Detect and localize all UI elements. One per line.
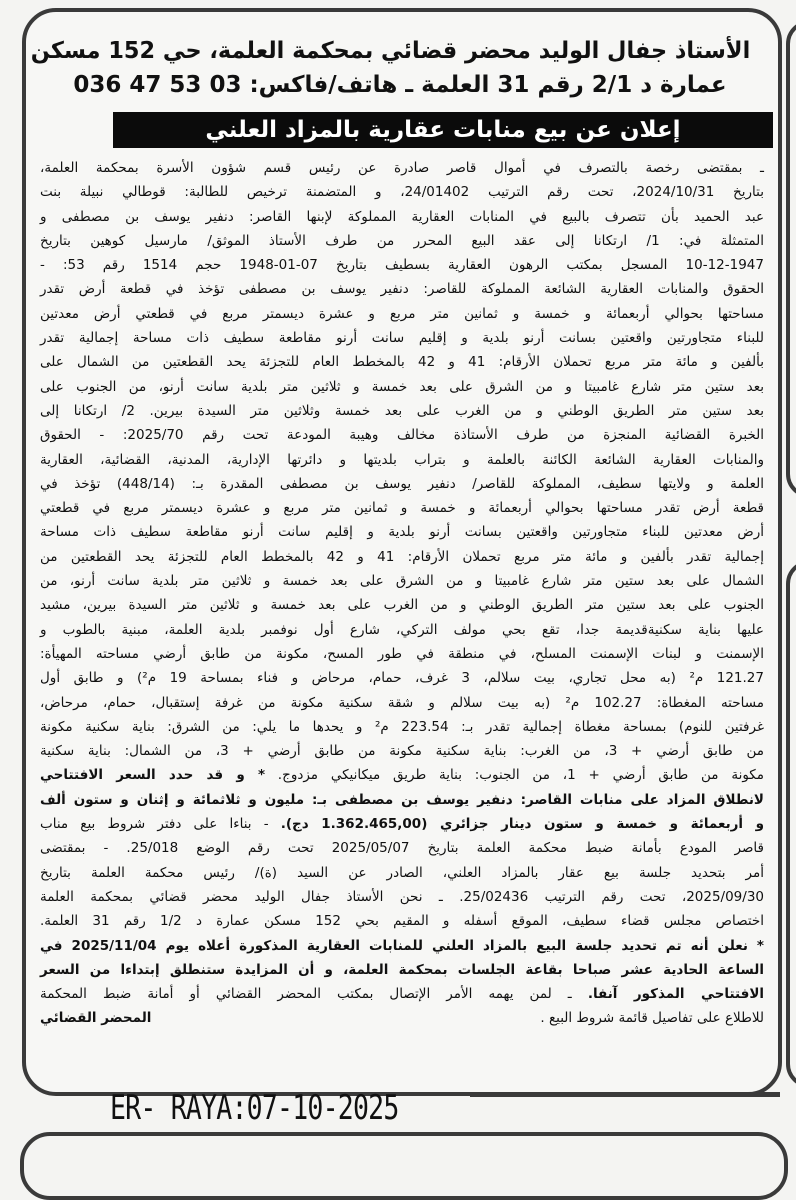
notice-text-line — [40, 205, 764, 229]
notice-text-line — [40, 277, 764, 301]
notice-text-line — [40, 472, 764, 496]
notice-text-line — [40, 1006, 764, 1030]
text-segment: ـ لمن يهمه الأمر الإتصال بمكتب المحضر القضائي أو أمانة ضبط المحكمة — [40, 986, 588, 1003]
text-segment: الإسمنت و لبنات الإسمنت المسلح، في منطقة في طور المسح، مكونة من طابق أرضي مساحته المهيأة: — [40, 645, 764, 662]
text-segment: عبد الحميد بأن تتصرف بالبيع في المنابات العقارية المملوكة لإبنها القاصر: دنفير يوسف بن مصطفى و — [40, 208, 764, 225]
text-segment: قاصر المودع بأمانة ضبط محكمة العلمة بتاريخ 2025/05/07 تحت رقم الوضع 25/018. - بمقتضى — [40, 840, 764, 857]
text-segment: 121.27 م² (به محل تجاري، بيت سلالم، 3 غرف، حمام، مرحاض و فناء بمساحة 19 م²) و طابق أول — [40, 670, 764, 687]
bailiff-header-name: الأستاذ جفال الوليد محضر قضائي بمحكمة العلمة، حي 152 مسكن — [30, 38, 751, 64]
text-segment: الجنوب على بعد ستين متر الطريق الوطني و من الغرب على بعد خمسة و ثلاثين متر السيدة بيرين، مشيد — [40, 597, 764, 614]
text-segment: ـ بمقتضى رخصة بالتصرف في أموال قاصر صادرة عن رئيس قسم شؤون الأسرة بمحكمة العلمة، — [40, 160, 764, 176]
notice-text-line — [40, 253, 764, 277]
newspaper-date-stamp: ER- RAYA:07-10-2025 — [110, 1088, 399, 1128]
text-segment: - بناءا على دفتر شروط بيع مناب — [40, 816, 281, 833]
text-segment: أرض معدتين للبناء متجاورتين واقعتين بسانت أرنو بلدية و إقليم سانت أرنو مقاطعة سطيف ذات مساحة — [40, 524, 764, 541]
notice-text-line — [40, 885, 764, 909]
adjacent-ad-border — [786, 560, 796, 1088]
text-segment: 10-12-1947 المسجل بمكتب الرهون العقارية بسطيف بتاريخ 07-01-1948 حجم 1514 رقم 53: - — [40, 257, 764, 274]
text-segment: والمنابات العقارية الشائعة الكائنة بالعلمة و بتراب بلديتها و دائرتها الإدارية، المدنية، القضائية، العقارية — [40, 451, 764, 468]
notice-text-line — [40, 302, 764, 326]
notice-body — [40, 156, 764, 1031]
text-segment: بعد ستين متر الطريق الوطني و من الغرب على بعد خمسة وثلاثين متر السيدة بيرين. 2/ ارتكانا إلى — [40, 402, 765, 419]
text-segment: الشمال على بعد ستين متر شارع غامبيتا و من الشرق على بعد خمسة و ثلاثين متر بلدية سانت أرنو، من — [40, 573, 764, 590]
notice-text-line — [40, 836, 764, 860]
notice-text-line — [40, 642, 764, 666]
notice-text-line — [40, 618, 764, 642]
text-segment: الحقوق والمنابات العقارية الشائعة المملوكة للقاصر: دنفير يوسف بن مصطفى تؤخذ في قطعة أرض تقدر — [40, 281, 764, 298]
notice-text-line — [40, 982, 764, 1006]
notice-text-line — [40, 399, 764, 423]
notice-text-line — [40, 909, 764, 933]
text-segment: اختصاص مجلس قضاء سطيف، الموقع أسفله و المقيم بحي 152 مسكن عمارة د 1/2 رقم 31 العلمة. — [40, 913, 764, 930]
text-segment: المتمثلة في: 1/ ارتكانا إلى عقد البيع المحرر من طرف الأستاذ الموثق/ مارسيل كوهين بتاريخ — [40, 232, 764, 249]
text-segment: مساحتها بحوالي أربعمائة و خمسة و ثمانين متر مربع و عشرة ديسمتر مربع في قطعتي أرض معدتين — [40, 305, 764, 322]
notice-text-line — [40, 666, 764, 690]
text-segment: العلمة و ولايتها سطيف، المملوكة للقاصر/ دنفير يوسف بن مصطفى المقدرة بـ: (448/14) تؤخذ في — [40, 475, 764, 492]
notice-text-line — [40, 691, 764, 715]
notice-text-line — [40, 496, 764, 520]
text-segment: غرفتين للنوم) بمساحة مغطاة إجمالية تقدر بـ: 223.54 م² و يحدها ما يلي: من الشرق: بناية سكنية مكونة — [40, 718, 765, 735]
text-segment: مكونة من طابق أرضي + 1، من الجنوب: بناية طريق ميكانيكي مزدوج. — [265, 767, 764, 784]
text-segment: من طابق أرضي + 3، من الغرب: بناية سكنية مكونة من طابق أرضي + 3، من الشمال: بناية سكنية — [40, 743, 764, 760]
text-segment: مساحته المغطاة: 102.27 م² (به بيت سلالم و شقة سكنية مكونة من غرفة إستقبال، حمام، مرحاض، — [40, 694, 764, 711]
notice-text-line — [40, 229, 764, 253]
notice-text-line — [40, 958, 764, 982]
notice-text-line — [40, 593, 764, 617]
notice-text-line — [40, 715, 764, 739]
notice-text-line — [40, 812, 764, 836]
notice-text-line — [40, 156, 764, 180]
text-segment: إجمالية تقدر بألفين و مائة متر مربع تحملان الأرقام: 41 و 42 بالمخطط العام للتجزئة يحد القطعتين من — [40, 548, 764, 565]
bold-text-segment: * نعلن أنه تم تحديد جلسة البيع بالمزاد العلني للمنابات العقارية المذكورة أعلاه يوم 2025/11/04 في — [40, 937, 764, 954]
adjacent-ad-border — [786, 20, 796, 498]
notice-text-line — [40, 788, 764, 812]
notice-text-line — [40, 520, 764, 544]
notice-text-line — [40, 350, 764, 374]
text-segment: بعد ستين متر شارع غامبيتا و من الشرق على بعد خمسة و ثلاثين متر بلدية سانت أرنو، من الجنوب على — [40, 378, 764, 395]
bold-text-segment: * و قد حدد السعر الافتتاحي — [40, 767, 266, 784]
text-segment: 2025/09/30، تحت رقم الترتيب 25/02436. ـ نحن الأستاذ جفال الوليد محضر قضائي بمحكمة العلمة — [40, 888, 764, 905]
divider — [470, 1092, 780, 1097]
text-segment: الخبرة القضائية المنجزة من طرف الأستاذة مخالف وهيبة المودعة تحت رقم 2025/70: - الحقوق — [40, 427, 765, 444]
notice-text-line — [40, 545, 764, 569]
notice-text-line — [40, 326, 764, 350]
text-segment: عليها بناية سكنيةقديمة جدا، تقع بحي مولف التركي، شارع أول نوفمبر بلدية العلمة، مبنية بالطوب و — [40, 621, 764, 638]
notice-text-line — [40, 861, 764, 885]
notice-text-line — [40, 763, 764, 787]
notice-text-line — [40, 448, 764, 472]
notice-text-line — [40, 739, 764, 763]
text-segment: قطعة أرض تقدر مساحتها بحوالي أربعمائة و خمسة و ثمانين متر مربع و عشرة ديسمتر مربع في قطعتي — [40, 500, 764, 517]
notice-text-line — [40, 569, 764, 593]
bold-text-segment: لانطلاق المزاد على منابات القاصر: دنفير يوسف بن مصطفى بـ: مليون و ثلاثمائة و إثنان و ستون ألف — [40, 791, 764, 808]
text-segment: للبناء متجاورتين واقعتين بسانت أرنو بلدية و إقليم سانت أرنو مقاطعة سطيف ذات مساحة إجمالية تقدر — [40, 330, 764, 347]
text-segment: بتاريخ 2024/10/31، تحت رقم الترتيب 24/01402، و المتضمنة ترخيص للطالبة: قوطالي نبيلة بنت — [40, 184, 764, 201]
notice-text-line — [40, 934, 764, 958]
notice-text-line — [40, 375, 764, 399]
bold-text-segment: الساعة الحادية عشر صباحا بقاعة الجلسات بمحكمة العلمة، و أن المزايدة ستنطلق إبتداءا من السعر — [40, 961, 764, 978]
bailiff-signature-label: المحضر القضائي — [40, 1010, 152, 1027]
bold-text-segment: الافتتاحي المذكور آنفا. — [587, 986, 764, 1003]
text-segment: للاطلاع على تفاصيل قائمة شروط البيع . — [540, 1010, 764, 1027]
text-segment: أمر بتحديد جلسة بيع عقار بالمزاد العلني، الصادر عن السيد (ة)/ رئيس محكمة العلمة بتاريخ — [40, 864, 764, 881]
notice-text-line — [40, 180, 764, 204]
notice-text-line — [40, 423, 764, 447]
bold-text-segment: و أربعمائة و خمسة و ستون دينار جزائري (1.362.465,00 دج). — [280, 816, 765, 833]
bailiff-header-address: عمارة د 2/1 رقم 31 العلمة ـ هاتف/فاكس: 03 53 47 036 — [73, 72, 727, 98]
notice-title-banner: إعلان عن بيع منابات عقارية بالمزاد العلني — [113, 112, 773, 148]
next-ad-border — [20, 1132, 788, 1200]
text-segment: بألفين و مائة متر مربع تحملان الأرقام: 41 و 42 بالمخطط العام للتجزئة يحد القطعتين من الشمال على — [40, 354, 764, 371]
